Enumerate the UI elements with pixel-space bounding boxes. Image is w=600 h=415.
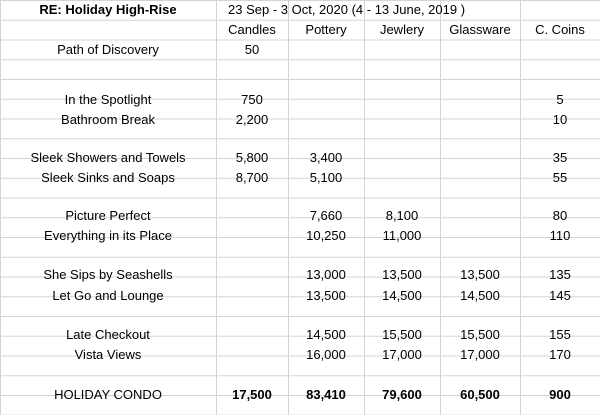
- jewlery-value[interactable]: 14,500: [382, 288, 422, 303]
- jewlery-value[interactable]: [364, 148, 440, 168]
- candles-value[interactable]: [216, 206, 288, 226]
- table-row: [0, 90, 600, 110]
- coins-value[interactable]: 145: [549, 288, 571, 303]
- table-row: [0, 168, 600, 188]
- row-name[interactable]: Late Checkout: [66, 327, 150, 342]
- candles-value[interactable]: 5,800: [235, 150, 269, 165]
- pottery-value[interactable]: 13,500: [306, 288, 346, 303]
- candles-value[interactable]: [216, 226, 288, 246]
- pottery-value[interactable]: 5,100: [309, 170, 343, 185]
- coins-value[interactable]: 170: [549, 347, 571, 362]
- row-name[interactable]: Bathroom Break: [61, 112, 155, 127]
- glassware-value[interactable]: [440, 110, 520, 130]
- row-name[interactable]: Sleek Sinks and Soaps: [41, 170, 175, 185]
- table-row: [0, 265, 600, 285]
- candles-value[interactable]: [216, 286, 288, 306]
- total-glassware[interactable]: 60,500: [460, 387, 500, 402]
- glassware-value[interactable]: 15,500: [460, 327, 500, 342]
- jewlery-value[interactable]: 15,500: [382, 327, 422, 342]
- header-row: [0, 20, 600, 40]
- row-name[interactable]: Picture Perfect: [65, 208, 151, 223]
- pottery-value[interactable]: 7,660: [309, 208, 343, 223]
- pottery-value[interactable]: 14,500: [306, 327, 346, 342]
- candles-value[interactable]: 750: [241, 92, 263, 107]
- sheet-title[interactable]: RE: Holiday High-Rise: [39, 2, 177, 17]
- total-jewlery[interactable]: 79,600: [382, 387, 422, 402]
- pottery-value[interactable]: 16,000: [306, 347, 346, 362]
- jewlery-value[interactable]: [364, 168, 440, 188]
- coins-value[interactable]: 35: [552, 150, 568, 165]
- coins-value[interactable]: 80: [552, 208, 568, 223]
- jewlery-value[interactable]: 17,000: [382, 347, 422, 362]
- pottery-value[interactable]: 10,250: [306, 228, 346, 243]
- table-row: [0, 110, 600, 130]
- jewlery-value[interactable]: 8,100: [385, 208, 419, 223]
- row-name[interactable]: In the Spotlight: [64, 92, 152, 107]
- glassware-value[interactable]: [440, 206, 520, 226]
- glassware-value[interactable]: [440, 40, 520, 60]
- coins-value[interactable]: 55: [552, 170, 568, 185]
- candles-value[interactable]: [216, 265, 288, 285]
- row-name[interactable]: Vista Views: [74, 347, 142, 362]
- table-row: [0, 40, 600, 60]
- table-row: [0, 325, 600, 345]
- glassware-value[interactable]: 17,000: [460, 347, 500, 362]
- header-jewlery[interactable]: Jewlery: [379, 22, 425, 37]
- glassware-value[interactable]: [440, 90, 520, 110]
- glassware-value[interactable]: [440, 148, 520, 168]
- pottery-value[interactable]: [288, 90, 364, 110]
- coins-value[interactable]: 10: [552, 112, 568, 127]
- row-name[interactable]: Let Go and Lounge: [52, 288, 164, 303]
- candles-value[interactable]: 50: [244, 42, 260, 57]
- pottery-value[interactable]: 3,400: [309, 150, 343, 165]
- row-name[interactable]: Path of Discovery: [57, 42, 159, 57]
- total-row: [0, 385, 600, 405]
- candles-value[interactable]: [216, 345, 288, 365]
- table-row: [0, 226, 600, 246]
- total-coins[interactable]: 900: [549, 387, 571, 402]
- coins-value[interactable]: 155: [549, 327, 571, 342]
- coins-value[interactable]: 5: [556, 92, 564, 107]
- row-name[interactable]: She Sips by Seashells: [43, 267, 173, 282]
- pottery-value[interactable]: 13,000: [306, 267, 346, 282]
- coins-value[interactable]: 110: [549, 228, 571, 243]
- total-label[interactable]: HOLIDAY CONDO: [54, 387, 162, 402]
- table-row: [0, 148, 600, 168]
- pottery-value[interactable]: [288, 40, 364, 60]
- jewlery-value[interactable]: [364, 90, 440, 110]
- candles-value[interactable]: [216, 325, 288, 345]
- glassware-value[interactable]: [440, 226, 520, 246]
- table-row: [0, 345, 600, 365]
- header-glassware[interactable]: Glassware: [449, 22, 511, 37]
- candles-value[interactable]: 8,700: [235, 170, 269, 185]
- total-candles[interactable]: 17,500: [232, 387, 272, 402]
- row-name[interactable]: Sleek Showers and Towels: [30, 150, 186, 165]
- jewlery-value[interactable]: 13,500: [382, 267, 422, 282]
- candles-value[interactable]: 2,200: [235, 112, 269, 127]
- coins-value[interactable]: [520, 40, 600, 60]
- table-row: [0, 206, 600, 226]
- jewlery-value[interactable]: [364, 40, 440, 60]
- pottery-value[interactable]: [288, 110, 364, 130]
- header-pottery[interactable]: Pottery: [305, 22, 347, 37]
- date-range[interactable]: 23 Sep - 3 Oct, 2020 (4 - 13 June, 2019 ): [228, 2, 466, 17]
- jewlery-value[interactable]: 11,000: [382, 228, 422, 243]
- header-coins[interactable]: C. Coins: [535, 22, 585, 37]
- coins-value[interactable]: 135: [549, 267, 571, 282]
- glassware-value[interactable]: 13,500: [460, 267, 500, 282]
- row-name[interactable]: Everything in its Place: [44, 228, 172, 243]
- header-candles[interactable]: Candles: [228, 22, 276, 37]
- title-row: [0, 0, 600, 20]
- glassware-value[interactable]: [440, 168, 520, 188]
- table-row: [0, 286, 600, 306]
- glassware-value[interactable]: 14,500: [460, 288, 500, 303]
- total-pottery[interactable]: 83,410: [306, 387, 346, 402]
- jewlery-value[interactable]: [364, 110, 440, 130]
